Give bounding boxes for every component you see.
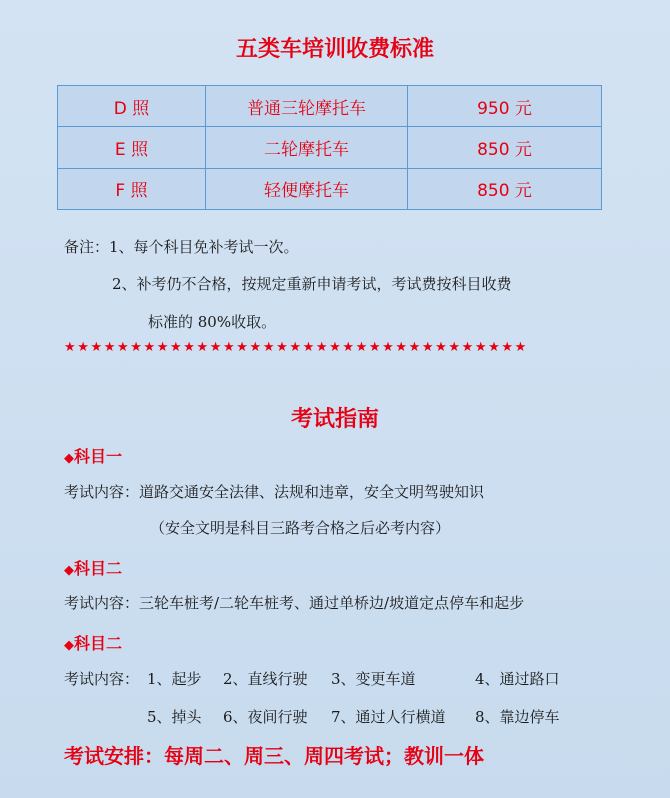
fee-title: 五类车培训收费标准 bbox=[235, 36, 434, 62]
license-cell: F 照 bbox=[58, 168, 206, 209]
price-cell: 850 元 bbox=[408, 168, 602, 209]
subject-heading bbox=[64, 631, 122, 654]
exam-item: 5、掉头 bbox=[147, 708, 202, 726]
exam-schedule: 考试安排：每周二、周三、周四考试；教训一体 bbox=[64, 744, 484, 768]
subject-heading-label: 科目二 bbox=[74, 634, 123, 653]
price-cell: 950 元 bbox=[408, 86, 602, 127]
table-row bbox=[58, 86, 602, 127]
subject-content-label: 考试内容： bbox=[64, 670, 140, 688]
exam-item: 8、靠边停车 bbox=[475, 708, 560, 726]
vehicle-cell: 二轮摩托车 bbox=[206, 127, 408, 168]
subject-heading-label: 科目一 bbox=[74, 447, 123, 466]
exam-item: 4、通过路口 bbox=[475, 670, 560, 688]
subject-heading-label: 科目二 bbox=[74, 559, 123, 578]
exam-item: 6、夜间行驶 bbox=[223, 708, 308, 726]
vehicle-cell: 普通三轮摩托车 bbox=[206, 86, 408, 127]
diamond-icon: ◆ bbox=[64, 451, 74, 466]
diamond-icon: ◆ bbox=[64, 638, 74, 653]
table-row bbox=[58, 127, 602, 168]
subject-extra: （安全文明是科目三路考合格之后必考内容） bbox=[150, 519, 451, 537]
license-cell: D 照 bbox=[58, 86, 206, 127]
fee-table bbox=[57, 85, 602, 210]
star-divider: ★★★★★★★★★★★★★★★★★★★★★★★★★★★★★★★★★★★ bbox=[64, 340, 528, 355]
table-row bbox=[58, 168, 602, 209]
subject-content: 考试内容：三轮车桩考/二轮车桩考、通过单桥边/坡道定点停车和起步 bbox=[64, 594, 525, 612]
exam-item: 3、变更车道 bbox=[331, 670, 416, 688]
exam-item: 7、通过人行横道 bbox=[331, 708, 446, 726]
price-cell: 850 元 bbox=[408, 127, 602, 168]
exam-item: 1、起步 bbox=[147, 670, 202, 688]
subject-heading bbox=[64, 556, 122, 579]
guide-title: 考试指南 bbox=[290, 406, 379, 432]
license-cell: E 照 bbox=[58, 127, 206, 168]
subject-content: 考试内容：道路交通安全法律、法规和违章，安全文明驾驶知识 bbox=[64, 483, 485, 501]
exam-item: 2、直线行驶 bbox=[223, 670, 308, 688]
subject-heading bbox=[64, 444, 122, 467]
diamond-icon: ◆ bbox=[64, 563, 74, 578]
vehicle-cell: 轻便摩托车 bbox=[206, 168, 408, 209]
note-line-3: 标准的 80%收取。 bbox=[148, 313, 277, 331]
note-line-2: 2、补考仍不合格，按规定重新申请考试，考试费按科目收费 bbox=[112, 275, 512, 293]
note-line-1: 备注：1、每个科目免补考试一次。 bbox=[64, 238, 299, 256]
